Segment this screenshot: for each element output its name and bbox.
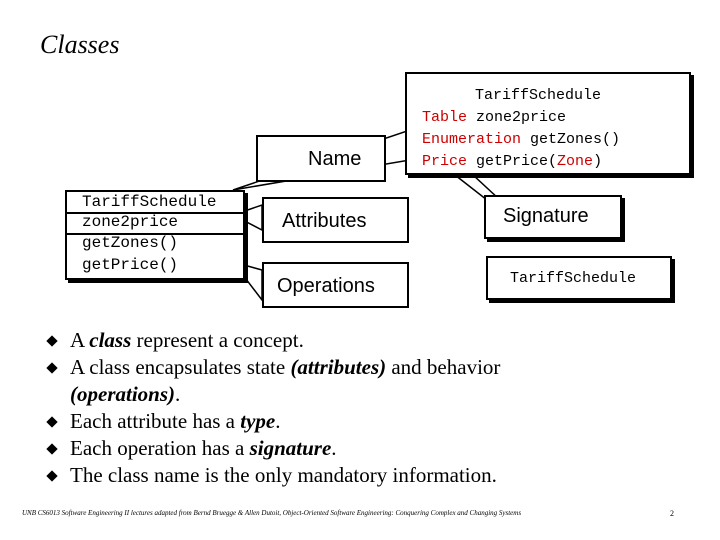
detailed-class-name: TariffSchedule	[475, 87, 602, 104]
bullet-emphasis: type	[240, 409, 276, 433]
bullet-text: The class name is the only mandatory information.	[70, 463, 497, 487]
operation-name: getZones()	[530, 131, 621, 148]
bullet-emphasis: (attributes)	[290, 355, 387, 379]
list-item	[52, 327, 692, 354]
attribute-type: Table	[422, 109, 468, 126]
bullet-text: .	[275, 409, 281, 433]
operation-close: )	[593, 153, 603, 170]
attributes-label-box	[262, 197, 409, 243]
bullet-text: Each operation has a	[70, 436, 250, 460]
parameter-type: Zone	[557, 153, 594, 170]
bullet-text: .	[331, 436, 337, 460]
bullet-text: A class encapsulates state	[70, 355, 291, 379]
operations-label: Operations	[277, 275, 375, 297]
detailed-operation	[422, 152, 602, 172]
attribute-name: zone2price	[476, 109, 567, 126]
slide-title: Classes	[40, 30, 120, 59]
bullet-emphasis: signature	[249, 436, 332, 460]
detailed-attribute	[422, 108, 566, 128]
name-label-box	[256, 135, 386, 182]
detailed-operation	[422, 130, 620, 150]
bullet-text: represent a concept.	[131, 328, 304, 352]
operation-return-type: Price	[422, 153, 468, 170]
bullet-text: .	[175, 382, 181, 406]
attributes-label: Attributes	[282, 210, 367, 232]
signature-label: Signature	[503, 205, 589, 227]
bullet-list	[52, 327, 692, 489]
bullet-text: Each attribute has a	[70, 409, 241, 433]
operations-label-box	[262, 262, 409, 308]
operation-name: getPrice(	[476, 153, 558, 170]
signature-class-name: TariffSchedule	[510, 270, 637, 287]
name-label: Name	[308, 148, 362, 170]
uml-class-box	[65, 190, 245, 280]
slide-footer: UNB CS6013 Software Engineering II lectures adapted from Bernd Bruegge & Allen Dutoit, Object-Oriented Software Engineering: Conquering Complex and Changing Systems	[22, 509, 522, 517]
bullet-text: A	[70, 328, 90, 352]
list-item	[52, 435, 692, 462]
list-item	[52, 408, 692, 435]
uml-attribute: zone2price	[82, 213, 179, 231]
bullet-text: and behavior	[386, 355, 501, 379]
page-number: 2	[670, 509, 674, 518]
signature-box	[484, 195, 622, 239]
bullet-emphasis: class	[89, 328, 132, 352]
detailed-class-box	[405, 72, 691, 175]
list-item	[52, 354, 692, 408]
uml-operation: getZones()	[82, 234, 179, 252]
list-item	[52, 462, 692, 489]
bullet-emphasis: (operations)	[70, 382, 175, 406]
signature-class-box	[486, 256, 672, 300]
uml-class-name: TariffSchedule	[82, 193, 217, 211]
uml-operation: getPrice()	[82, 256, 179, 274]
operation-return-type: Enumeration	[422, 131, 522, 148]
